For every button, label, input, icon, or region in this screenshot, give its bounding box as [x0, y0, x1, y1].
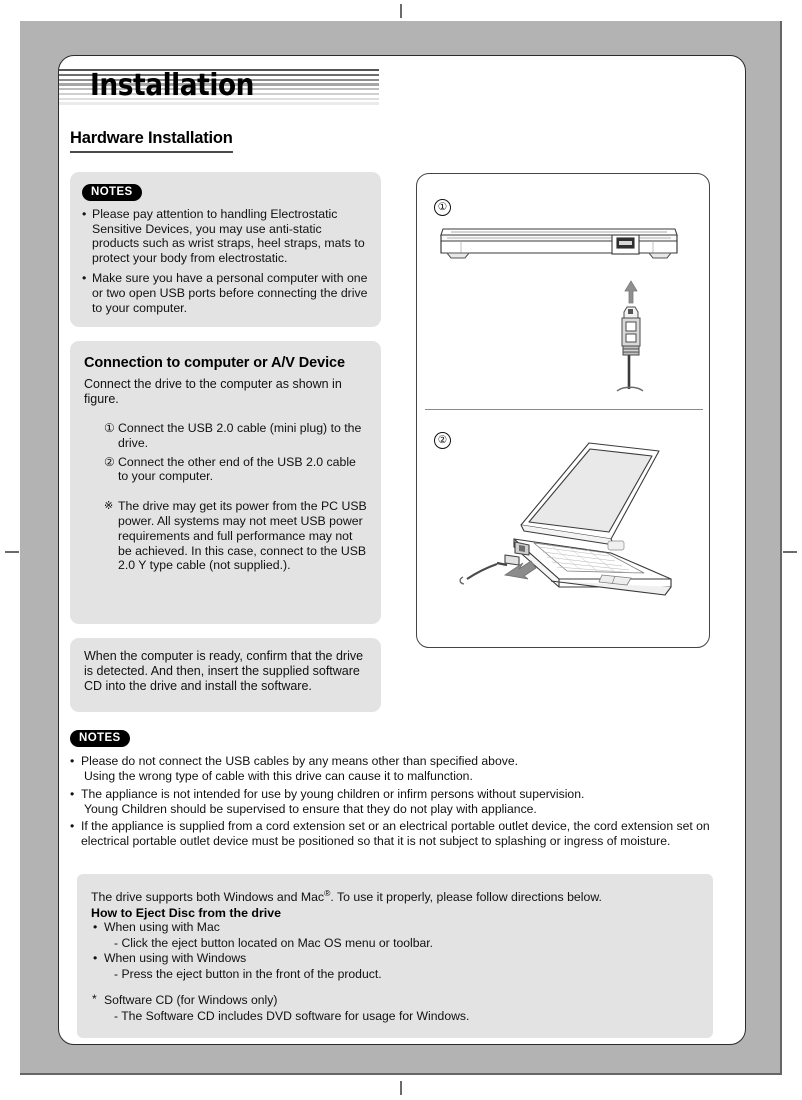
- figure-2-number: ②: [434, 432, 451, 449]
- crop-mark-bottom: [400, 1081, 402, 1095]
- list-item: [91, 951, 699, 982]
- list-item: [70, 754, 720, 785]
- software-cd-detail: - The Software CD includes DVD software for usage for Windows.: [114, 1009, 470, 1024]
- list-item: • Make sure you have a personal computer with one or two open USB ports before connecting the drive to your computer.: [82, 271, 369, 315]
- connection-intro: Connect the drive to the computer as shown in figure.: [84, 377, 342, 406]
- software-cd-title: Software CD (for Windows only): [104, 993, 278, 1008]
- notes-badge: NOTES: [82, 184, 142, 202]
- illustration-panel: [416, 173, 710, 648]
- eject-lead-before: The drive supports both Windows and Mac: [91, 890, 325, 905]
- notes-box-bottom: [70, 728, 720, 850]
- bullet-detail: - Click the eject button located on Mac OS menu or toolbar.: [114, 935, 434, 950]
- note-line: If the appliance is supplied from a cord extension set or an electrical portable outlet device, the cord extension set on electrical portable outlet device must be positioned so that it is not subject to splashing or ingress of moisture.: [81, 819, 710, 849]
- bullet-title: When using with Windows: [104, 951, 247, 966]
- software-cd-note: [91, 993, 699, 1024]
- chapter-title-band: [59, 69, 379, 107]
- list-item: • Please pay attention to handling Electrostatic Sensitive Devices, you may use anti-static products such as wrist straps, heel straps, mats to protect your body from electrostatic.: [82, 207, 369, 265]
- step-number: ①: [104, 421, 115, 435]
- crop-mark-left: [5, 551, 19, 553]
- list-item: [91, 920, 699, 951]
- list-item: [70, 819, 720, 850]
- eject-bullet-list: [91, 920, 699, 982]
- external-drive-illustration: [429, 219, 699, 404]
- asterisk-icon: *: [92, 992, 97, 1007]
- connection-box: [70, 341, 381, 624]
- page-title: Installation: [90, 68, 255, 103]
- bullet-detail: - Press the eject button in the front of the product.: [114, 966, 382, 981]
- reference-mark-icon: ※: [104, 500, 114, 513]
- registered-mark-icon: ®: [324, 888, 331, 898]
- step-text: Connect the USB 2.0 cable (mini plug) to the drive.: [118, 421, 362, 450]
- list-item: [104, 421, 367, 451]
- panel-divider: [425, 409, 703, 410]
- note-line: Using the wrong type of cable with this drive can cause it to malfunction.: [84, 769, 473, 784]
- connection-steps: [104, 421, 367, 484]
- eject-lead-text: [91, 885, 699, 905]
- list-item: [70, 787, 720, 818]
- eject-instructions-box: [77, 874, 713, 1038]
- section-heading: Hardware Installation: [70, 129, 233, 153]
- bullet-title: When using with Mac: [104, 920, 220, 935]
- ready-box: [70, 638, 381, 712]
- notes-bottom-list: [70, 754, 720, 850]
- step-text: Connect the other end of the USB 2.0 cable to your computer.: [118, 454, 356, 484]
- power-reference-note: [104, 499, 367, 573]
- crop-mark-top: [400, 4, 402, 18]
- notes-top-list: [82, 207, 369, 315]
- note-line: Young Children should be supervised to ensure that they do not play with appliance.: [84, 801, 537, 816]
- list-item: [104, 455, 367, 485]
- laptop-illustration: [439, 429, 694, 629]
- notes-badge: NOTES: [70, 730, 130, 748]
- connection-title: Connection to computer or A/V Device: [84, 355, 345, 371]
- ready-text: When the computer is ready, confirm that the drive is detected. And then, insert the supplied software CD into the drive and install the software.: [84, 649, 364, 693]
- eject-subtitle: How to Eject Disc from the drive: [91, 906, 282, 921]
- eject-lead-after: . To use it properly, please follow directions below.: [330, 890, 602, 905]
- step-number: ②: [104, 454, 115, 469]
- up-arrow-icon: [625, 281, 637, 303]
- crop-mark-right: [783, 551, 797, 553]
- figure-1-number: ①: [434, 199, 451, 216]
- note-line: The appliance is not intended for use by young children or infirm persons without supervision.: [81, 786, 585, 801]
- reference-note-text: The drive may get its power from the PC USB power. All systems may not meet USB power requirements and full performance may not be achieved. In this case, connect to the USB 2.0 Y type cable (not supplied.).: [118, 499, 367, 573]
- manual-page: [58, 55, 746, 1045]
- note-line: Please do not connect the USB cables by any means other than specified above.: [81, 754, 518, 768]
- notes-box-top: [70, 172, 381, 327]
